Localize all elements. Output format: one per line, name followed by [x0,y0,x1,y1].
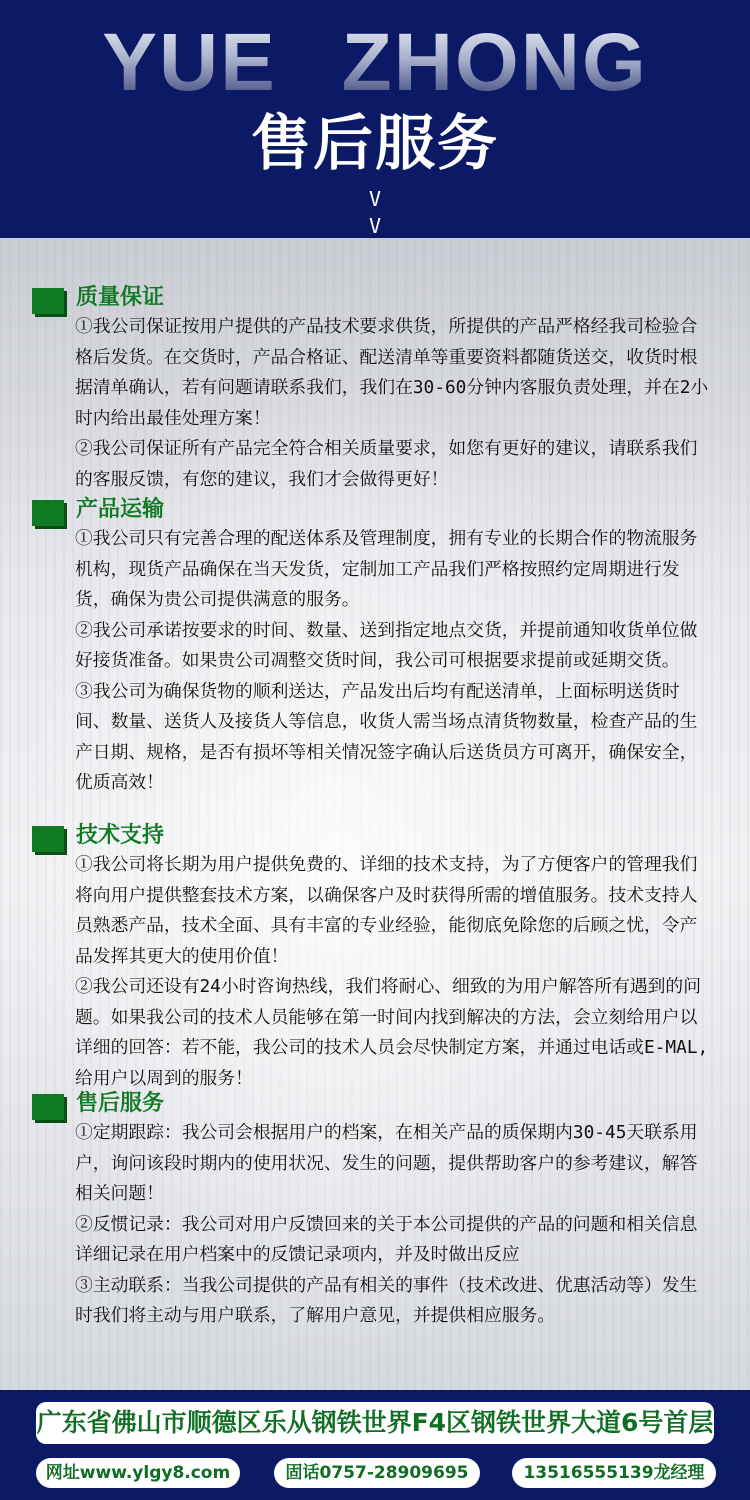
chevron-down-icon: V [368,187,382,211]
section-body [75,850,710,1094]
section-body [75,1118,710,1332]
paragraph: ②我公司保证所有产品完全符合相关质量要求，如您有更好的建议，请联系我们的客服反馈，有您的建议，我们才会做得更好！ [75,438,698,490]
paragraph: ①定期跟踪：我公司会根据用户的档案，在相关产品的质保期内30-45天联系用户，询问该段时期内的使用状况、发生的问题，提供帮助客户的参考建议，解答相关问题！ [75,1122,698,1204]
content-panel [0,238,750,1390]
section-body [75,524,710,799]
page-title: 售后服务 [251,109,499,179]
section-square-icon [32,1094,64,1120]
mobile-contact[interactable]: 13516555139龙经理 [512,1458,716,1488]
website-link[interactable]: 网址www.ylgy8.com [36,1458,240,1488]
footer-bar [0,1390,750,1500]
paragraph: ①我公司保证按用户提供的产品技术要求供货，所提供的产品严格经我司检验合格后发货。在交货时，产品合格证、配送清单等重要资料都随货送交，收货时根据清单确认，若有问题请联系我们，我们在30-60分钟内客服负责处理，并在2小时内给出最佳处理方案！ [75,316,709,429]
brand-name: YUE ZHONG [0,18,750,108]
paragraph: ②我公司还设有24小时咨询热线，我们将耐心、细致的为用户解答所有遇到的问题。如果我公司的技术人员能够在第一时间内找到解决的方法，会立刻给用户以详细的回答：若不能，我公司的技术人员会尽快制定方案，并通过电话或E-MAL,给用户以周到的服务！ [75,976,709,1089]
paragraph: ②我公司承诺按要求的时间、数量、送到指定地点交货，并提前通知收货单位做好接货准备。如果贵公司凋整交货时间，我公司可根据要求提前或延期交货。 [75,619,698,671]
header-banner [0,0,750,238]
section-square-icon [32,826,64,852]
paragraph: ③主动联系：当我公司提供的产品有相关的事件（技术改进、优惠活动等）发生时我们将主动与用户联系，了解用户意见，并提供相应服务。 [75,1274,698,1326]
section-square-icon [32,500,64,526]
section-title: 质量保证 [76,285,165,310]
paragraph: ①我公司将长期为用户提供免费的、详细的技术支持，为了方便客户的管理我们将向用户提供整套技术方案，以确保客户及时获得所需的增值服务。技术支持人员熟悉产品，技术全面、具有丰富的专业经验，能彻底免除您的后顾之忧，令产品发挥其更大的使用价值！ [75,854,698,967]
phone-number[interactable]: 固话0757-28909695 [274,1458,480,1488]
section-title: 技术支持 [76,823,165,848]
chevron-down-icon: V [368,214,382,238]
paragraph: ③我公司为确保货物的顺利送达，产品发出后均有配送清单，上面标明送货时间、数量、送货人及接货人等信息，收货人需当场点清货物数量，检查产品的生产日期、规格，是否有损坏等相关情况签字确认后送货员方可离开，确保安全，优质高效！ [75,680,698,793]
section-title: 产品运输 [76,497,165,522]
section-title: 售后服务 [76,1091,165,1116]
paragraph: ①我公司只有完善合理的配送体系及管理制度，拥有专业的长期合作的物流服务机构，现货产品确保在当天发货，定制加工产品我们严格按照约定周期进行发货，确保为贵公司提供满意的服务。 [75,528,698,610]
section-square-icon [32,288,64,314]
section-body [75,312,710,495]
paragraph: ②反惯记录：我公司对用户反馈回来的关于本公司提供的产品的问题和相关信息详细记录在用户档案中的反馈记录项内，并及时做出反应 [75,1213,698,1265]
company-address: 广东省佛山市顺德区乐从钢铁世界F4区钢铁世界大道6号首层 [36,1402,714,1444]
